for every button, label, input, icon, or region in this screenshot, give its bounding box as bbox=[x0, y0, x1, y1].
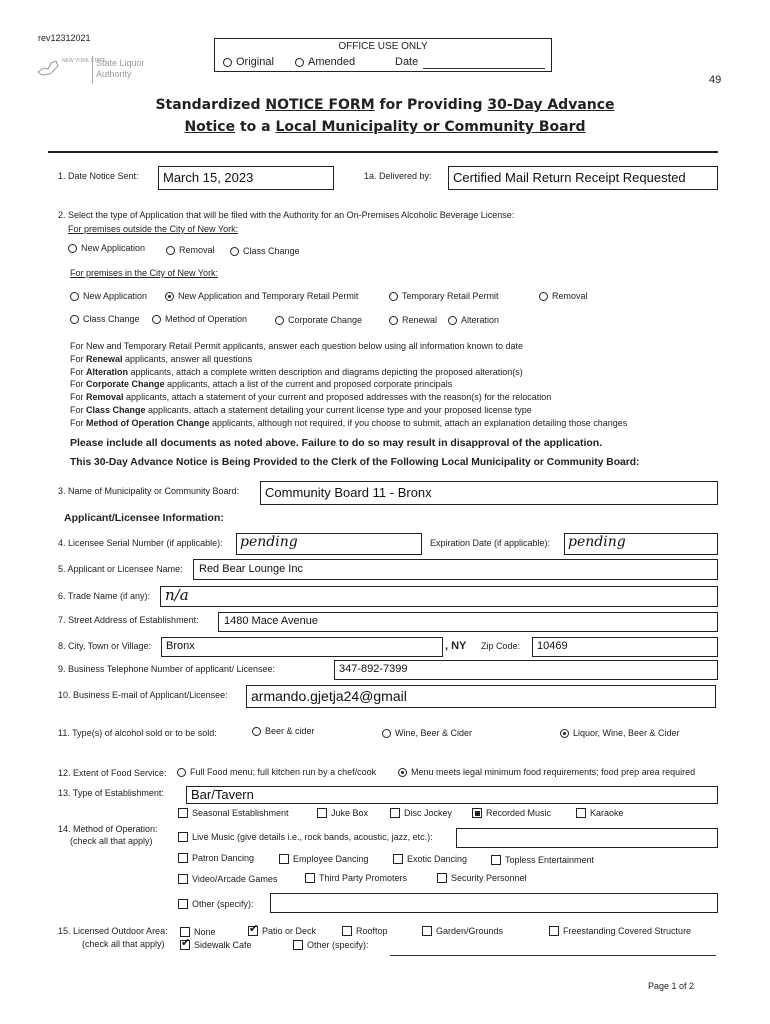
municipality-field[interactable]: Community Board 11 - Bronx bbox=[260, 481, 718, 505]
trade-name-field[interactable]: n/a bbox=[160, 586, 718, 607]
nyc-class-change[interactable]: Class Change bbox=[70, 314, 140, 324]
original-option[interactable]: Original bbox=[223, 56, 274, 68]
nyc-new-application[interactable]: New Application bbox=[70, 291, 147, 301]
nyc-removal[interactable]: Removal bbox=[539, 291, 588, 301]
mo-third-party-promoters[interactable]: Third Party Promoters bbox=[305, 873, 407, 883]
instruction-class-change: For Class Change applicants, attach a statement detailing your current license type and your proposed license type bbox=[70, 404, 532, 415]
nyc-new-app-and-trp[interactable]: New Application and Temporary Retail Permit bbox=[165, 291, 358, 301]
mo-karaoke[interactable]: Karaoke bbox=[576, 808, 624, 818]
q7-label: 7. Street Address of Establishment: bbox=[58, 615, 199, 625]
notice-documents: Please include all documents as noted above. Failure to do so may result in disapproval of the application. bbox=[70, 437, 603, 449]
mo-disc-jockey[interactable]: Disc Jockey bbox=[390, 808, 452, 818]
expiration-label: Expiration Date (if applicable): bbox=[430, 538, 551, 548]
q8-label: 8. City, Town or Village: bbox=[58, 641, 152, 651]
food-legal-minimum[interactable]: Menu meets legal minimum food requirements; food prep area required bbox=[398, 767, 695, 777]
revision-code: rev12312021 bbox=[38, 33, 91, 43]
q15-label-line-2: (check all that apply) bbox=[82, 939, 165, 949]
mo-live-music[interactable]: Live Music (give details i.e., rock bands, acoustic, jazz, etc.): bbox=[178, 832, 433, 842]
oa-sidewalk-cafe[interactable]: ✔Sidewalk Cafe bbox=[180, 940, 252, 950]
instruction-method: For Method of Operation Change applicants, although not required, if you choose to submit, attach an explanation detailing those changes bbox=[70, 417, 628, 428]
instruction-renewal: For Renewal applicants, answer all questions bbox=[70, 353, 253, 364]
nyc-corporate-change[interactable]: Corporate Change bbox=[275, 315, 362, 325]
alcohol-wine-beer-cider[interactable]: Wine, Beer & Cider bbox=[382, 728, 472, 738]
mo-security[interactable]: Security Personnel bbox=[437, 873, 527, 883]
q10-label: 10. Business E-mail of Applicant/Licensee: bbox=[58, 690, 228, 700]
mo-exotic-dancing[interactable]: Exotic Dancing bbox=[393, 854, 467, 864]
nyc-method-of-operation[interactable]: Method of Operation bbox=[152, 314, 247, 324]
q9-label: 9. Business Telephone Number of applicant/ Licensee: bbox=[58, 664, 275, 674]
q13-label: 13. Type of Establishment: bbox=[58, 788, 164, 798]
street-address-field[interactable]: 1480 Mace Avenue bbox=[218, 612, 718, 632]
oa-other-line[interactable] bbox=[390, 955, 716, 956]
alcohol-beer-cider[interactable]: Beer & cider bbox=[252, 726, 315, 736]
mo-recorded-music[interactable]: Recorded Music bbox=[472, 808, 551, 818]
title-divider bbox=[48, 151, 718, 153]
out-class-change[interactable]: Class Change bbox=[230, 246, 300, 256]
out-removal[interactable]: Removal bbox=[166, 245, 215, 255]
oa-freestanding[interactable]: Freestanding Covered Structure bbox=[549, 926, 691, 936]
state-label: , NY bbox=[445, 640, 467, 652]
amended-option[interactable]: Amended bbox=[295, 56, 355, 68]
in-nyc-heading: For premises in the City of New York: bbox=[70, 268, 219, 278]
oa-garden[interactable]: Garden/Grounds bbox=[422, 926, 503, 936]
out-new-application[interactable]: New Application bbox=[68, 243, 145, 253]
instruction-removal: For Removal applicants, attach a statement of your current and proposed addresses with the reason(s) for the relocation bbox=[70, 392, 552, 403]
oa-other[interactable]: Other (specify): bbox=[293, 940, 369, 950]
nyc-alteration[interactable]: Alteration bbox=[448, 315, 499, 325]
office-use-title: OFFICE USE ONLY bbox=[338, 41, 428, 52]
oa-patio-deck[interactable]: ✔ Patio or Deck bbox=[248, 926, 316, 936]
nyc-temporary-retail-permit[interactable]: Temporary Retail Permit bbox=[389, 291, 499, 301]
applicant-name-field[interactable]: Red Bear Lounge Inc bbox=[193, 559, 718, 580]
form-title-line-2: Notice to a Local Municipality or Community Board bbox=[184, 119, 586, 135]
serial-number-field[interactable]: pending bbox=[236, 533, 422, 555]
instruction-corporate: For Corporate Change applicants, attach a list of the current and proposed corporate principals bbox=[70, 379, 453, 390]
logo-line-3: Authority bbox=[96, 69, 132, 79]
page-footer: Page 1 of 2 bbox=[648, 981, 695, 991]
mo-other[interactable]: Other (specify): bbox=[178, 899, 254, 909]
mo-seasonal[interactable]: Seasonal Establishment bbox=[178, 808, 289, 818]
delivered-by-field[interactable]: Certified Mail Return Receipt Requested bbox=[448, 166, 718, 190]
oa-none[interactable]: None bbox=[180, 927, 216, 937]
food-full-menu[interactable]: Full Food menu; full kitchen run by a chef/cook bbox=[177, 767, 376, 777]
zip-code-field[interactable]: 10469 bbox=[532, 637, 718, 657]
expiration-field[interactable]: pending bbox=[564, 533, 718, 555]
instructions-block bbox=[70, 340, 627, 430]
mo-patron-dancing[interactable]: Patron Dancing bbox=[178, 853, 254, 863]
q15-label-line-1: 15. Licensed Outdoor Area: bbox=[58, 926, 168, 936]
telephone-field[interactable]: 347-892-7399 bbox=[334, 660, 718, 680]
email-field[interactable]: armando.gjetja24@gmail bbox=[246, 685, 716, 708]
q1-label: 1. Date Notice Sent: bbox=[58, 171, 139, 181]
city-field[interactable]: Bronx bbox=[161, 637, 443, 657]
oa-rooftop[interactable]: Rooftop bbox=[342, 926, 388, 936]
q14-label-line-2: (check all that apply) bbox=[70, 836, 153, 846]
establishment-type-field[interactable]: Bar/Tavern bbox=[186, 786, 718, 804]
q11-label: 11. Type(s) of alcohol sold or to be sold: bbox=[58, 728, 217, 738]
office-use-box bbox=[214, 38, 552, 72]
date-label: Date bbox=[395, 56, 419, 68]
sla-logo bbox=[36, 56, 148, 86]
mo-video-games[interactable]: Video/Arcade Games bbox=[178, 874, 277, 884]
mo-other-field[interactable] bbox=[270, 893, 718, 913]
q12-label: 12. Extent of Food Service: bbox=[58, 768, 167, 778]
instruction-new: For New and Temporary Retail Permit applicants, answer each question below using all information known to date bbox=[70, 341, 524, 351]
logo-line-2: State Liquor bbox=[96, 58, 145, 68]
mo-topless[interactable]: Topless Entertainment bbox=[491, 855, 594, 865]
alcohol-liquor-wine-beer-cider[interactable]: Liquor, Wine, Beer & Cider bbox=[560, 728, 680, 738]
q3-label: 3. Name of Municipality or Community Board: bbox=[58, 486, 240, 496]
q5-label: 5. Applicant or Licensee Name: bbox=[58, 564, 183, 574]
mo-juke-box[interactable]: Juke Box bbox=[317, 808, 368, 818]
form-title-line-1: Standardized NOTICE FORM for Providing 30-Day Advance bbox=[155, 97, 615, 113]
nyc-renewal[interactable]: Renewal bbox=[389, 315, 437, 325]
q4-label: 4. Licensee Serial Number (if applicable): bbox=[58, 538, 223, 548]
q1a-label: 1a. Delivered by: bbox=[364, 171, 432, 181]
page-code: 49 bbox=[709, 74, 722, 86]
date-sent-field[interactable]: March 15, 2023 bbox=[158, 166, 334, 190]
q2-label: 2. Select the type of Application that will be filed with the Authority for an On-Premises Alcoholic Beverage License: bbox=[58, 210, 515, 220]
applicant-heading: Applicant/Licensee Information: bbox=[64, 512, 224, 524]
ny-state-outline-icon bbox=[36, 58, 60, 80]
logo-line-1: NEW YORK STATE bbox=[62, 58, 106, 64]
notice-clerk: This 30-Day Advance Notice is Being Provided to the Clerk of the Following Local Municipality or Community Board: bbox=[70, 457, 640, 468]
outside-nyc-heading: For premises outside the City of New York: bbox=[68, 224, 239, 234]
zip-label: Zip Code: bbox=[481, 641, 521, 651]
q14-label-line-1: 14. Method of Operation: bbox=[58, 824, 158, 834]
instruction-alteration: For Alteration applicants, attach a complete written description and diagrams depicting the proposed alteration(s) bbox=[70, 366, 523, 377]
q6-label: 6. Trade Name (if any): bbox=[58, 591, 151, 601]
live-music-details-field[interactable] bbox=[456, 828, 718, 848]
mo-employee-dancing[interactable]: Employee Dancing bbox=[279, 854, 369, 864]
